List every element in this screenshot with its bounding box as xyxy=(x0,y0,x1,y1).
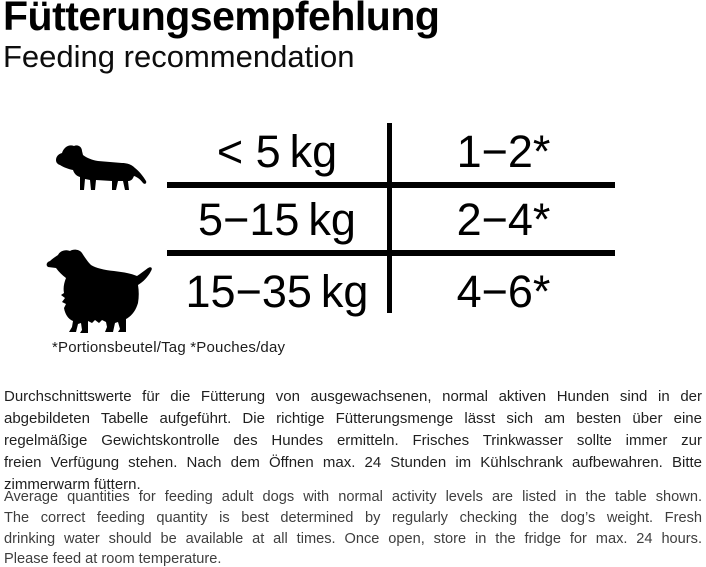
paragraph-german xyxy=(4,386,702,496)
paragraph-english-line: The correct feeding quantity is best determined by regularly checking the dog’s weight. Fresh xyxy=(4,509,702,526)
paragraph-german-line: Durchschnittswerte für die Fütterung von ausgewachsenen, normal aktiven Hunden sind in der xyxy=(4,388,702,405)
weight-cell-row2: 5−15 kg xyxy=(198,193,356,245)
paragraph-german-line: zimmerwarm füttern. xyxy=(4,476,141,493)
portions-cell-row2: 2−4* xyxy=(456,193,551,245)
paragraph-german-line: freien Verfügung stehen. Nach dem Öffnen max. 24 Stunden im Kühlschrank aufbewahren. Bitte xyxy=(4,454,702,471)
paragraph-english xyxy=(4,487,702,567)
weight-cell-row1: < 5 kg xyxy=(216,125,338,177)
paragraph-english-line: Average quantities for feeding adult dogs with normal activity levels are listed in the table shown. xyxy=(4,489,702,505)
paragraph-english-line: Please feed at room temperature. xyxy=(4,551,222,567)
dachshund-small-dog-icon xyxy=(54,143,149,193)
page-title-english: Feeding recommendation xyxy=(3,39,355,74)
spaniel-large-dog-icon xyxy=(44,249,156,336)
table-horizontal-divider-1 xyxy=(167,182,615,188)
page-title-german: Fütterungsempfehlung xyxy=(3,0,440,39)
portions-cell-row1: 1−2* xyxy=(456,125,551,177)
paragraph-english-line: drinking water should be available at all times. Once open, store in the fridge for max. 24 hours. xyxy=(4,530,702,547)
portions-cell-row3: 4−6* xyxy=(456,265,551,317)
paragraph-german-line: abgebildeten Tabelle aufgeführt. Die richtige Fütterungsmenge lässt sich am besten über eine xyxy=(4,410,702,427)
paragraph-german-line: regelmäßige Gewichtskontrolle des Hundes ermitteln. Frisches Trinkwasser sollte immer zur xyxy=(4,432,702,449)
table-horizontal-divider-2 xyxy=(167,250,615,256)
table-footnote: *Portionsbeutel/Tag *Pouches/day xyxy=(52,339,286,356)
weight-cell-row3: 15−35 kg xyxy=(185,265,369,317)
